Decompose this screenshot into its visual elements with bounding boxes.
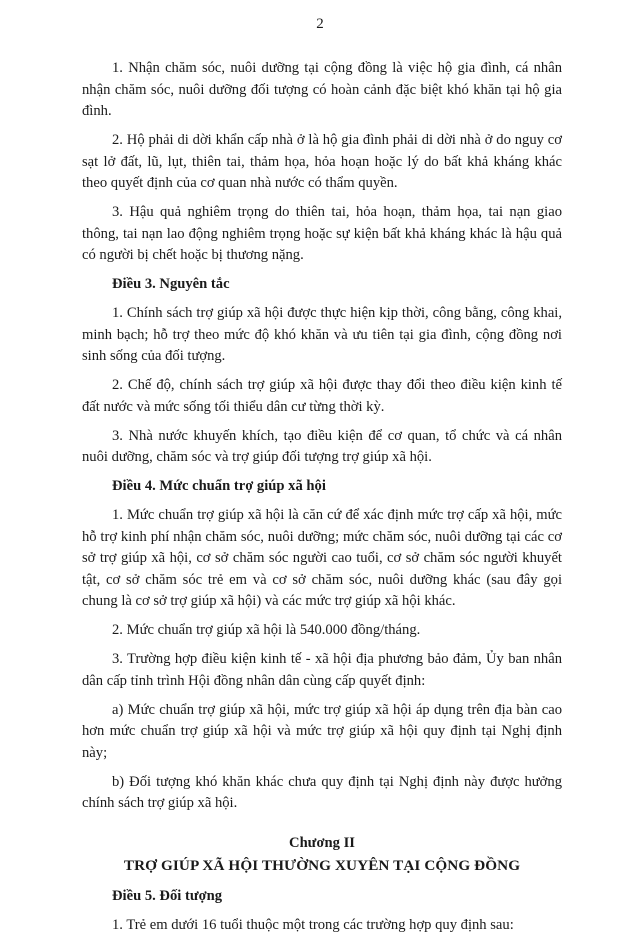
page-number: 2 (316, 16, 324, 32)
chapter-label: Chương II (289, 834, 355, 851)
paragraph: 1. Mức chuẩn trợ giúp xã hội là căn cứ để xác định mức trợ cấp xã hội, mức hỗ trợ kinh phí nhận chăm sóc, nuôi dưỡng; mức chăm sóc, nuôi dưỡng tại các cơ sở trợ giúp xã hội, cơ sở chăm sóc người cao tuổi, cơ sở chăm sóc người khuyết tật, cơ sở chăm sóc trẻ em và cơ sở chăm sóc, nuôi dưỡng khác (sau đây gọi chung là cơ sở trợ giúp xã hội) và các mức trợ giúp xã hội khác. (82, 507, 562, 609)
paragraph: 3. Nhà nước khuyến khích, tạo điều kiện để cơ quan, tổ chức và cá nhân nuôi dưỡng, chăm sóc và trợ giúp đối tượng trợ giúp xã hội. (82, 427, 562, 465)
paragraph: b) Đối tượng khó khăn khác chưa quy định tại Nghị định này được hưởng chính sách trợ giúp xã hội. (82, 773, 562, 811)
paragraph: 2. Hộ phải di dời khẩn cấp nhà ở là hộ gia đình phải di dời nhà ở do nguy cơ sạt lở đất, lũ, lụt, thiên tai, thảm họa, hỏa hoạn hoặc lý do bất khả kháng khác theo quyết định của cơ quan nhà nước có thẩm quyền. (82, 132, 562, 191)
paragraph: 2. Chế độ, chính sách trợ giúp xã hội được thay đổi theo điều kiện kinh tế đất nước và mức sống tối thiểu dân cư từng thời kỳ. (82, 377, 562, 415)
paragraph: 2. Mức chuẩn trợ giúp xã hội là 540.000 đồng/tháng. (112, 622, 421, 638)
article-5-heading: Điều 5. Đối tượng (112, 888, 223, 904)
paragraph: 3. Hậu quả nghiêm trọng do thiên tai, hỏa hoạn, thảm họa, tai nạn giao thông, tai nạn lao động nghiêm trọng hoặc sự kiện bất khả kháng khác là hậu quả có người bị chết hoặc bị thương nặng. (82, 204, 562, 263)
paragraph: 1. Trẻ em dưới 16 tuổi thuộc một trong các trường hợp quy định sau: (112, 917, 514, 933)
chapter-title: TRỢ GIÚP XÃ HỘI THƯỜNG XUYÊN TẠI CỘNG ĐỒNG (123, 856, 521, 874)
paragraph: 3. Trường hợp điều kiện kinh tế - xã hội địa phương bảo đảm, Ủy ban nhân dân cấp tỉnh trình Hội đồng nhân dân cùng cấp quyết định: (82, 651, 562, 689)
article-3-heading: Điều 3. Nguyên tắc (112, 276, 230, 292)
paragraph: 1. Chính sách trợ giúp xã hội được thực hiện kịp thời, công bằng, công khai, minh bạch; hỗ trợ theo mức độ khó khăn và ưu tiên tại gia đình, cộng đồng nơi sinh sống của đối tượng. (82, 305, 562, 364)
article-4-heading: Điều 4. Mức chuẩn trợ giúp xã hội (112, 478, 326, 494)
document-body (82, 58, 562, 944)
paragraph: a) Mức chuẩn trợ giúp xã hội, mức trợ giúp xã hội áp dụng trên địa bàn cao hơn mức chuẩn trợ giúp xã hội và mức trợ giúp xã hội quy định tại Nghị định này; (82, 701, 562, 761)
paragraph: 1. Nhận chăm sóc, nuôi dưỡng tại cộng đồng là việc hộ gia đình, cá nhân nhận chăm sóc, nuôi dưỡng đối tượng có hoàn cảnh đặc biệt khó khăn tại hộ gia đình. (82, 60, 562, 119)
